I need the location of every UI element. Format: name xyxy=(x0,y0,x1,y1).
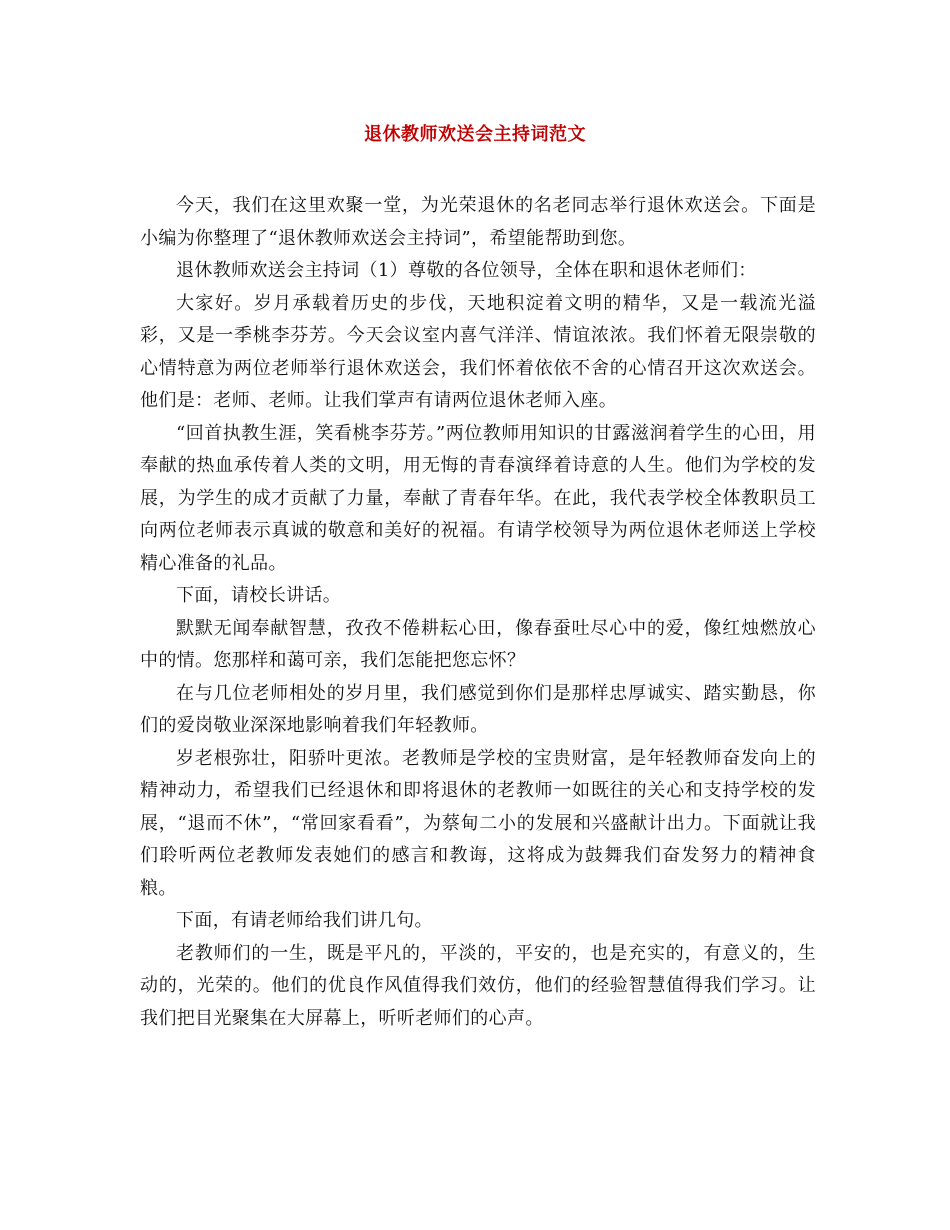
paragraph-principal-speech: 下面，请校长讲话。 xyxy=(176,585,342,606)
document-body xyxy=(140,190,816,1035)
paragraph-section-heading: 退休教师欢送会主持词（1）尊敬的各位领导，全体在职和退休老师们： xyxy=(176,260,757,281)
paragraph-memories: 在与几位老师相处的岁月里，我们感觉到你们是那样忠厚诚实、踏实勤恳，你们的爱岗敬业深深地影响着我们年轻教师。 xyxy=(140,682,816,736)
paragraph-greeting: 大家好。岁月承载着历史的步伐，天地积淀着文明的精华，又是一载流光溢彩，又是一季桃李芬芳。今天会议室内喜气洋洋、情谊浓浓。我们怀着无限崇敬的心情特意为两位老师举行退休欢送会，我们怀着依依不舍的心情召开这次欢送会。他们是：老师、老师。让我们掌声有请两位退休老师入座。 xyxy=(140,292,816,411)
paragraph-wishes: 岁老根弥壮，阳骄叶更浓。老教师是学校的宝贵财富，是年轻教师奋发向上的精神动力，希望我们已经退休和即将退休的老教师一如既往的关心和支持学校的发展，“退而不休”，“常回家看看”，为蔡甸二小的发展和兴盛献计出力。下面就让我们聆听两位老教师发表她们的感言和教诲，这将成为鼓舞我们奋发努力的精神食粮。 xyxy=(140,747,816,899)
paragraph-teacher-speech: 下面，有请老师给我们讲几句。 xyxy=(176,910,433,931)
paragraph-closing: 老教师们的一生，既是平凡的，平淡的，平安的，也是充实的，有意义的，生动的，光荣的。他们的优良作风值得我们效仿，他们的经验智慧值得我们学习。让我们把目光聚集在大屏幕上，听听老师们的心声。 xyxy=(140,942,816,1029)
paragraph-praise: 默默无闻奉献智慧，孜孜不倦耕耘心田，像春蚕吐尽心中的爱，像红烛燃放心中的情。您那样和蔼可亲，我们怎能把您忘怀？ xyxy=(140,617,816,671)
paragraph-intro: 今天，我们在这里欢聚一堂，为光荣退休的名老同志举行退休欢送会。下面是小编为你整理了“退休教师欢送会主持词”，希望能帮助到您。 xyxy=(140,195,816,249)
paragraph-tribute: “回首执教生涯，笑看桃李芬芳。”两位教师用知识的甘露滋润着学生的心田，用奉献的热血承传着人类的文明，用无悔的青春演绎着诗意的人生。他们为学校的发展，为学生的成才贡献了力量，奉献了青春年华。在此，我代表学校全体教职员工向两位老师表示真诚的敬意和美好的祝福。有请学校领导为两位退休老师送上学校精心准备的礼品。 xyxy=(140,422,816,574)
document-title: 退休教师欢送会主持词范文 xyxy=(364,124,586,145)
